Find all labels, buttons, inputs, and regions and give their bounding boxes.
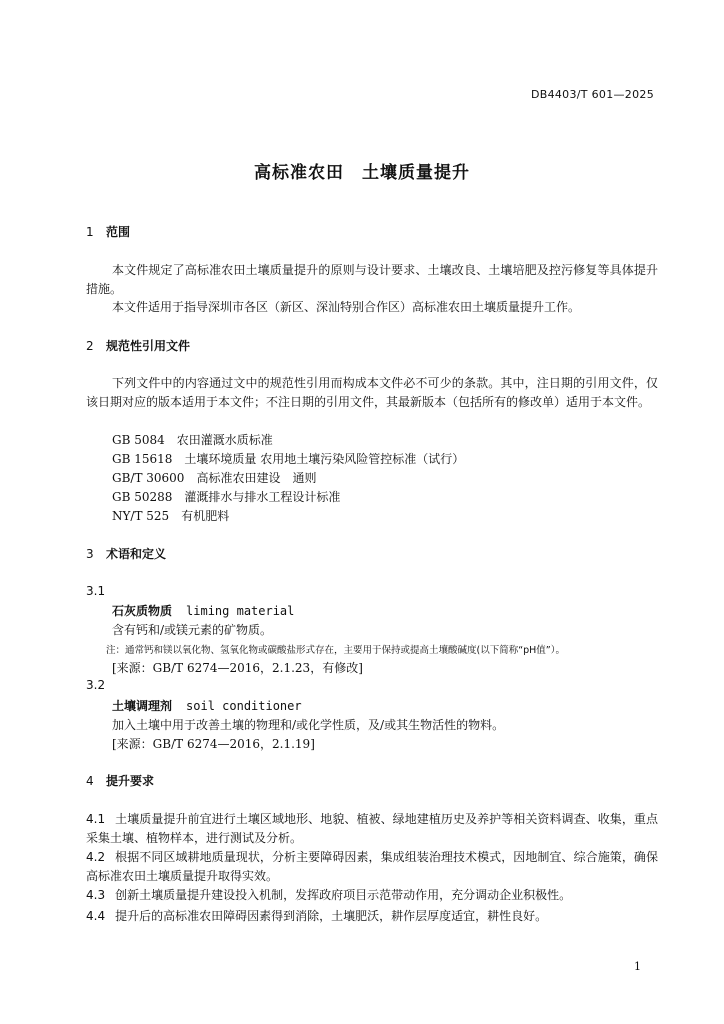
term-note: 注：通常钙和镁以氧化物、氢氧化物或碳酸盐形式存在，主要用于保持或提高土壤酸碱度(以下简称“pH值”）。 bbox=[106, 645, 565, 656]
section-heading-terms bbox=[86, 545, 166, 562]
term-definition: 含有钙和/或镁元素的矿物质。 bbox=[112, 623, 273, 637]
title-part-1: 高标准农田 bbox=[254, 163, 344, 183]
term-number: 3.1 bbox=[86, 584, 106, 598]
scope-paragraph-1: 本文件规定了高标准农田土壤质量提升的原则与设计要求、土壤改良、土壤培肥及控污修复等具体提升措施。 bbox=[86, 263, 658, 296]
term-heading bbox=[112, 697, 302, 714]
section-number: 3 bbox=[86, 547, 94, 561]
reference-item: GB 15618 土壤环境质量 农用地土壤污染风险管控标准（试行） bbox=[112, 452, 465, 466]
reference-item: GB 5084 农田灌溉水质标准 bbox=[112, 433, 273, 447]
requirement-item bbox=[86, 907, 658, 926]
section-heading-requirements bbox=[86, 772, 154, 789]
section-title: 术语和定义 bbox=[106, 547, 167, 561]
section-heading-scope bbox=[86, 223, 130, 240]
term-chinese: 土壤调理剂 bbox=[112, 699, 173, 713]
requirement-number: 4.1 bbox=[86, 812, 106, 826]
requirement-item bbox=[86, 848, 658, 886]
section-title: 范围 bbox=[106, 225, 131, 239]
title-part-2: 土壤质量提升 bbox=[362, 163, 470, 183]
requirement-text: 根据不同区域耕地质量现状，分析主要障碍因素，集成组装治理技术模式，因地制宜、综合施策，确保高标准农田土壤质量提升取得实效。 bbox=[86, 850, 658, 883]
page-number: 1 bbox=[634, 960, 641, 973]
section-number: 1 bbox=[86, 225, 94, 239]
requirement-text: 创新土壤质量提升建设投入机制，发挥政府项目示范带动作用，充分调动企业积极性。 bbox=[115, 888, 572, 902]
requirement-number: 4.2 bbox=[86, 850, 106, 864]
requirement-text: 提升后的高标准农田障碍因素得到消除，土壤肥沃，耕作层厚度适宜，耕性良好。 bbox=[115, 909, 548, 923]
term-source: [来源：GB/T 6274—2016，2.1.23，有修改] bbox=[112, 661, 363, 675]
section-title: 规范性引用文件 bbox=[106, 339, 191, 353]
term-english: soil conditioner bbox=[186, 699, 302, 713]
requirement-item bbox=[86, 810, 658, 848]
reference-item: GB/T 30600 高标准农田建设 通则 bbox=[112, 471, 317, 485]
requirement-item bbox=[86, 886, 658, 905]
term-number: 3.2 bbox=[86, 678, 106, 692]
normative-intro: 下列文件中的内容通过文中的规范性引用而构成本文件必不可少的条款。其中，注日期的引用文件，仅该日期对应的版本适用于本文件；不注日期的引用文件，其最新版本（包括所有的修改单）适用于本文件。 bbox=[86, 376, 658, 409]
reference-item: NY/T 525 有机肥料 bbox=[112, 509, 230, 523]
term-source: [来源：GB/T 6274—2016，2.1.19] bbox=[112, 737, 315, 751]
requirement-text: 土壤质量提升前宜进行土壤区域地形、地貌、植被、绿地建植历史及养护等相关资料调查、收集，重点采集土壤、植物样本，进行测试及分析。 bbox=[86, 812, 658, 845]
term-heading bbox=[112, 602, 294, 619]
term-chinese: 石灰质物质 bbox=[112, 604, 173, 618]
scope-paragraph-2: 本文件适用于指导深圳市各区（新区、深汕特别合作区）高标准农田土壤质量提升工作。 bbox=[112, 300, 581, 314]
term-definition: 加入土壤中用于改善土壤的物理和/或化学性质，及/或其生物活性的物料。 bbox=[112, 718, 505, 732]
section-number: 4 bbox=[86, 774, 94, 788]
document-code: DB4403/T 601—2025 bbox=[530, 88, 654, 101]
section-title: 提升要求 bbox=[106, 774, 155, 788]
term-english: liming material bbox=[186, 604, 295, 618]
section-heading-normative-references bbox=[86, 337, 190, 354]
document-title bbox=[0, 158, 724, 183]
reference-item: GB 50288 灌溉排水与排水工程设计标准 bbox=[112, 490, 341, 504]
requirement-number: 4.4 bbox=[86, 909, 106, 923]
requirement-number: 4.3 bbox=[86, 888, 106, 902]
section-number: 2 bbox=[86, 339, 94, 353]
